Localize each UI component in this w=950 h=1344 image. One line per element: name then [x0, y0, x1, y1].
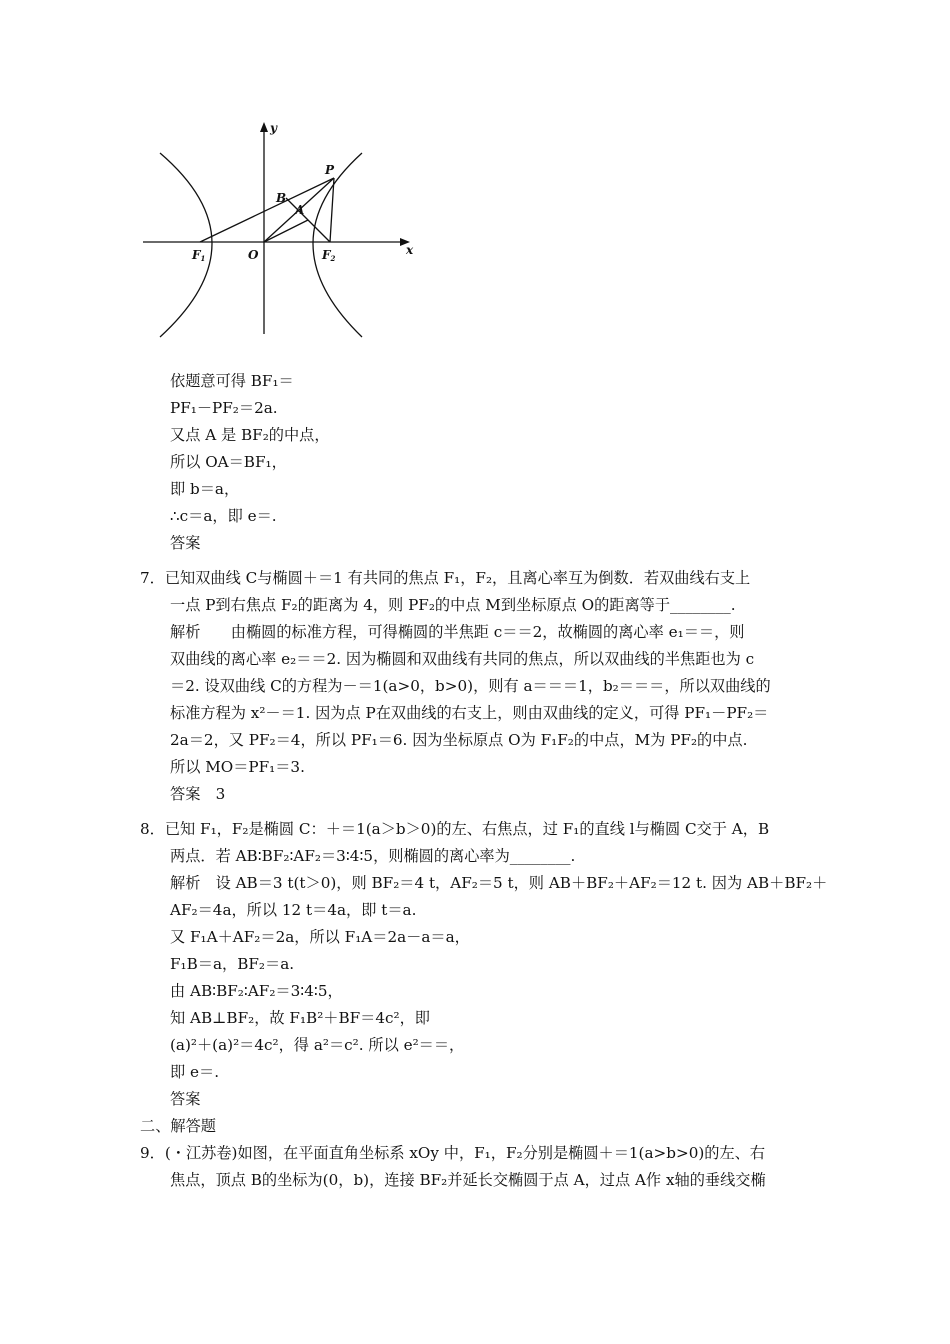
- text-line: 由 AB∶BF₂∶AF₂＝3∶4∶5，: [170, 982, 343, 1000]
- label-y: y: [270, 121, 277, 135]
- text-line: 又 F₁A＋AF₂＝2a，所以 F₁A＝2a－a＝a，: [170, 928, 470, 946]
- text-line: F₁B＝a，BF₂＝a.: [170, 955, 295, 973]
- label-x: x: [406, 243, 414, 257]
- answer-label: 答案 3: [170, 785, 226, 803]
- text-line: 所以 OA＝BF₁，: [170, 453, 287, 471]
- text-line: 又点 A 是 BF₂的中点，: [170, 426, 330, 444]
- question-8: 8．已知 F₁，F₂是椭圆 C：＋＝1(a＞b＞0)的左、右焦点，过 F₁的直线 l与椭圆 C交于 A，B: [140, 820, 770, 838]
- label-f1-sub: 1: [200, 254, 206, 263]
- text-line: 双曲线的离心率 e₂＝＝2. 因为椭圆和双曲线有共同的焦点，所以双曲线的半焦距也为 c: [170, 650, 755, 668]
- text-line: 一点 P到右焦点 F₂的距离为 4，则 PF₂的中点 M到坐标原点 O的距离等于________.: [170, 596, 736, 614]
- solution-label: 解析 设 AB＝3 t(t＞0)，则 BF₂＝4 t，AF₂＝5 t，则 AB＋BF₂＋AF₂＝12 t. 因为 AB＋BF₂＋: [170, 874, 828, 892]
- text-line: PF₁－PF₂＝2a.: [170, 399, 278, 417]
- text-line: 所以 MO＝PF₁＝3.: [170, 758, 305, 776]
- label-f1-main: F: [192, 248, 201, 262]
- text-line: ＝2. 设双曲线 C的方程为－＝1(a>0，b>0)，则有 a＝＝＝1，b₂＝＝＝，所以双曲线的: [170, 677, 771, 695]
- y-axis-arrow: [260, 122, 268, 132]
- text-line: 焦点，顶点 B的坐标为(0，b)，连接 BF₂并延长交椭圆于点 A，过点 A作 x轴的垂线交椭: [170, 1171, 766, 1189]
- solution-label: 解析 由椭圆的标准方程，可得椭圆的半焦距 c＝＝2，故椭圆的离心率 e₁＝＝，则: [170, 623, 745, 641]
- label-b: B: [276, 191, 287, 205]
- text-line: (a)²＋(a)²＝4c²，得 a²＝c². 所以 e²＝＝，: [170, 1036, 465, 1054]
- text-line: 2a＝2，又 PF₂＝4，所以 PF₁＝6. 因为坐标原点 O为 F₁F₂的中点，M为 PF₂的中点.: [170, 731, 748, 749]
- question-7: 7．已知双曲线 C与椭圆＋＝1 有共同的焦点 F₁，F₂，且离心率互为倒数．若双曲线右支上: [140, 569, 751, 587]
- section-heading: 二、解答题: [140, 1117, 216, 1135]
- label-f2: [321, 248, 336, 263]
- text-line: 标准方程为 x²－＝1. 因为点 P在双曲线的右支上，则由双曲线的定义，可得 PF₁－PF₂＝: [170, 704, 769, 722]
- text-line: 即 e＝.: [170, 1063, 220, 1081]
- text-line: 两点．若 AB∶BF₂∶AF₂＝3∶4∶5，则椭圆的离心率为________.: [170, 847, 576, 865]
- label-a: A: [295, 203, 305, 217]
- label-o: O: [248, 248, 259, 262]
- label-p: P: [325, 163, 335, 177]
- text-line: 知 AB⊥BF₂，故 F₁B²＋BF＝4c²，即: [170, 1009, 430, 1027]
- text-line: 即 b＝a，: [170, 480, 240, 498]
- text-line: 依题意可得 BF₁＝: [170, 372, 294, 390]
- text-line: ∴c＝a，即 e＝.: [170, 507, 277, 525]
- label-f1: [191, 248, 205, 263]
- text-line: AF₂＝4a，所以 12 t＝4a，即 t＝a.: [170, 901, 417, 919]
- answer-label: 答案: [170, 534, 201, 552]
- label-f2-main: F: [322, 248, 331, 262]
- label-f2-sub: 2: [330, 254, 336, 263]
- question-9: 9．(・江苏卷)如图，在平面直角坐标系 xOy 中，F₁，F₂分别是椭圆＋＝1(a>b>0)的左、右: [140, 1144, 766, 1162]
- hyperbola-right-branch: [313, 153, 362, 337]
- answer-label: 答案: [170, 1090, 201, 1108]
- hyperbola-figure: [140, 118, 420, 340]
- segment-o-a: [264, 220, 308, 242]
- hyperbola-left-branch: [160, 153, 212, 337]
